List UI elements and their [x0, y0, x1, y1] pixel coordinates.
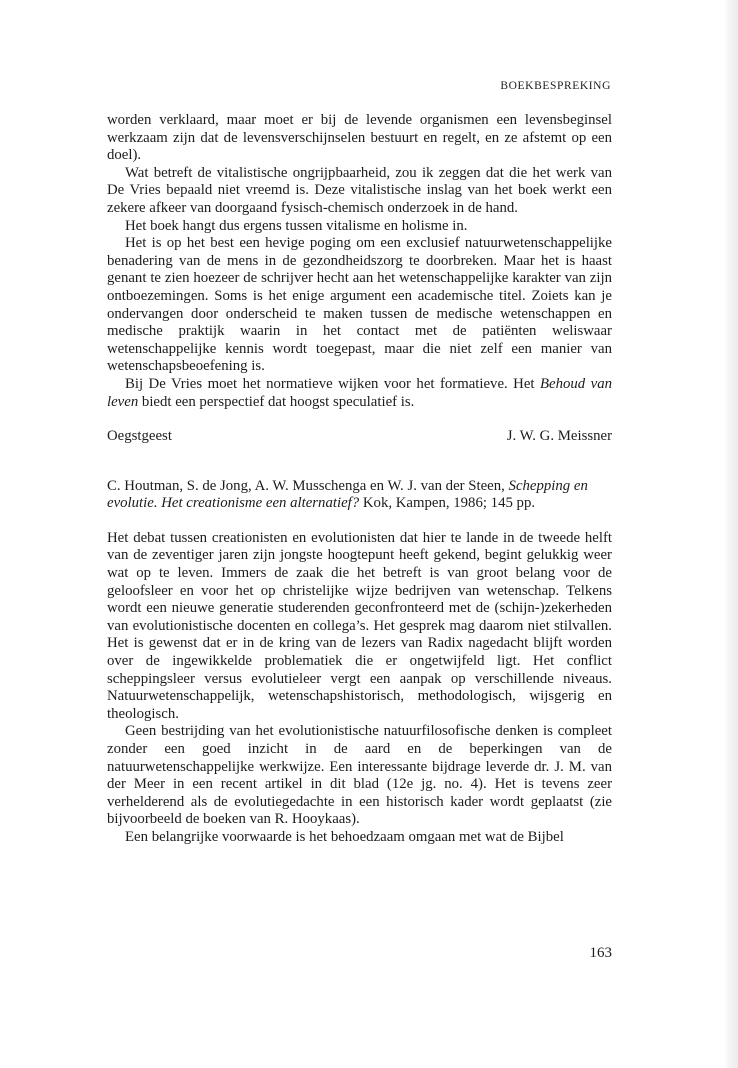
signature-reviewer: J. W. G. Meissner [506, 428, 612, 445]
paragraph [107, 376, 612, 411]
paragraph: Het is op het best een hevige poging om een exclusief natuurwetenschappelijke benadering van de mens in de gezondheidszorg te doorbreken. Maar het is haast genant te zien hoezeer de schrijver hecht aan het wetenschappelijke karakter van zijn ontboezemingen. Soms is het enige argument een academische titel. Zoiets kan je ondervangen door onderscheid te maken tussen de medische wetenschappen en medische praktijk waarin in het contact met de patiënten weliswaar wetenschappelijke kennis wordt toegepast, maar die niet zelf een manier van wetenschapsbeoefening is. [107, 235, 612, 375]
page-number: 163 [589, 945, 612, 961]
paragraph: Het boek hangt dus ergens tussen vitalisme en holisme in. [125, 217, 468, 234]
citation-title: Schepping en evolutie. Het creationisme een alternatief? [107, 477, 588, 512]
review-signature [107, 428, 612, 446]
paragraph: Het debat tussen creationisten en evolutionisten dat hier te lande in de tweede helft van de zeventiger jaren zijn jongste hoogtepunt heeft gekend, begint gelukkig weer wat op te leven. Immers de zaak die het betreft is van groot belang voor de geloofsleer en voor het op christelijke wijze bedrijven van wetenschap. Telkens wordt een nieuwe generatie studerenden geconfronteerd met de (schijn-)zekerheden van evolutionistische docenten en collega’s. Het gesprek mag daarom niet stilvallen. Het is gewenst dat er in de kring van de lezers van Radix nagedacht blijft worden over de ingewikkelde problematiek die er ongetwijfeld ligt. Het conflict scheppingsleer versus evolutieleer vergt een aanpak op verschillende niveaus. Natuurwetenschappelijk, wetenschapshistorisch, methodologisch, wijsgerig en theologisch. [107, 529, 612, 722]
paragraph: Geen bestrijding van het evolutionistische natuurfilosofische denken is compleet zonder een goed inzicht in de aard en de beperkingen van de natuurwetenschappelijke werkwijze. Een interessante bijdrage leverde dr. J. M. van der Meer in een recent artikel in dit blad (12e jg. no. 4). Het is tevens zeer verhelderend als de evolutiegedachte in een historisch kader wordt geplaatst (zie bijvoorbeeld de boeken van R. Hooykaas). [107, 723, 612, 828]
running-head: BOEKBESPREKING [500, 80, 611, 92]
book-citation [107, 478, 612, 513]
paragraph-text: Bij De Vries moet het normatieve wijken voor het formatieve. Het [125, 375, 540, 392]
paragraph: Een belangrijke voorwaarde is het behoedzaam omgaan met wat de Bijbel [125, 828, 564, 845]
citation-publisher: Kok, Kampen, 1986; 145 pp. [359, 495, 536, 512]
text-column [107, 112, 612, 847]
paragraph: Wat betreft de vitalistische ongrijpbaarheid, zou ik zeggen dat die het werk van De Vries bepaald niet vreemd is. Deze vitalistische inslag van het boek werkt een zekere afkeer van doorgaand fysisch-chemisch onderzoek in de hand. [107, 164, 612, 216]
paragraph: worden verklaard, maar moet er bij de levende organismen een levensbeginsel werkzaam zijn dat de levensverschijnselen bestuurt en regelt, en ze afstemt op een doel). [107, 112, 612, 164]
page-edge [724, 0, 738, 1068]
book-title-italic: Behoud van leven [107, 375, 612, 410]
paragraph-text: biedt een perspectief dat hoogst speculatief is. [138, 393, 415, 410]
citation-authors: C. Houtman, S. de Jong, A. W. Musschenga en W. J. van der Steen, [107, 477, 509, 494]
signature-place: Oegstgeest [107, 428, 172, 445]
